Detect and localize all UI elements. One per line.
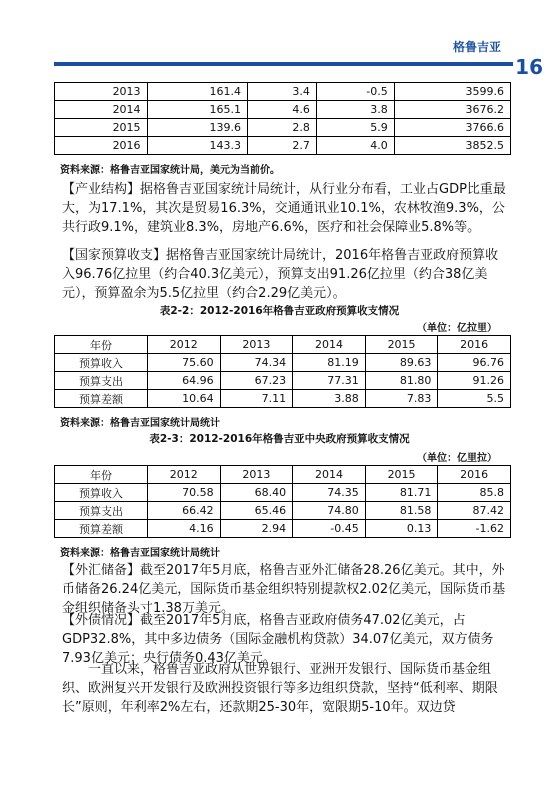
table-cell: 81.19: [293, 354, 366, 372]
table-row: [55, 119, 511, 137]
page-number: 16: [515, 55, 543, 79]
table-cell: 4.16: [147, 520, 220, 538]
table-cell: 66.42: [147, 502, 220, 520]
table3-unit: （单位：亿里拉）: [417, 453, 497, 464]
table-cell: 3.88: [293, 390, 366, 408]
column-header: 2014: [293, 336, 366, 354]
table-cell: -0.45: [293, 520, 366, 538]
table-cell: 67.23: [220, 372, 293, 390]
table-cell: 68.40: [220, 484, 293, 502]
table-cell: 70.58: [147, 484, 220, 502]
table-cell: 77.31: [293, 372, 366, 390]
central-budget-table: [54, 465, 511, 538]
table-cell: 2.94: [220, 520, 293, 538]
column-header: 2015: [365, 336, 438, 354]
table-cell: 2016: [55, 137, 148, 155]
table-cell: 139.6: [147, 119, 247, 137]
table-cell: 75.60: [147, 354, 220, 372]
industry-paragraph: 【产业结构】据格鲁吉亚国家统计局统计，从行业分布看，工业占GDP比重最大，为17.1%，其次是贸易16.3%，交通通讯业10.1%，农林牧渔9.3%，公共行政9.1%，建筑业8.3%，房地产6.6%，医疗和社会保障业5.8%等。: [62, 182, 506, 235]
column-header: 2014: [293, 466, 366, 484]
gdp-table: [54, 82, 511, 155]
table3-caption: 表2-3：2012-2016年格鲁吉亚中央政府预算收支情况: [149, 433, 410, 445]
table-row: [55, 390, 511, 408]
table-cell: 2013: [55, 83, 148, 101]
column-header: 2013: [220, 336, 293, 354]
table-cell: 预算差额: [55, 520, 148, 538]
table-cell: 4.0: [316, 137, 394, 155]
table2-source: 资料来源：格鲁吉亚国家统计局统计: [60, 418, 220, 429]
table-cell: 165.1: [147, 101, 247, 119]
table-cell: 3.4: [248, 83, 317, 101]
table-cell: 5.9: [316, 119, 394, 137]
table-cell: 89.63: [365, 354, 438, 372]
column-header: 2016: [438, 466, 511, 484]
table-cell: 2.8: [248, 119, 317, 137]
table-row: [55, 354, 511, 372]
table-cell: 预算收入: [55, 484, 148, 502]
column-header: 2016: [438, 336, 511, 354]
table-cell: 74.34: [220, 354, 293, 372]
table-cell: 81.71: [365, 484, 438, 502]
table-cell: 64.96: [147, 372, 220, 390]
table-cell: 7.11: [220, 390, 293, 408]
table-cell: 预算支出: [55, 372, 148, 390]
column-header: 2012: [147, 336, 220, 354]
debt-paragraph: 【外债情况】截至2017年5月底，格鲁吉亚政府债务47.02亿美元，占GDP32.8%，其中多边债务（国际金融机构贷款）34.07亿美元，双方债务7.93亿美元；央行债务0.43亿美元。: [62, 613, 494, 666]
table-cell: 2014: [55, 101, 148, 119]
table-cell: 81.58: [365, 502, 438, 520]
table-row: [55, 502, 511, 520]
column-header: 年份: [55, 466, 148, 484]
table-row: [55, 83, 511, 101]
table-cell: 2015: [55, 119, 148, 137]
table-cell: 5.5: [438, 390, 511, 408]
reserve-paragraph: 【外汇储备】截至2017年5月底，格鲁吉亚外汇储备28.26亿美元。其中，外币储备26.24亿美元，国际货币基金组织特别提款权2.02亿美元，国际货币基金组织储备头寸1.38万美元。: [62, 563, 506, 616]
table-cell: 预算差额: [55, 390, 148, 408]
table-cell: 74.35: [293, 484, 366, 502]
table2-caption: 表2-2：2012-2016年格鲁吉亚政府预算收支情况: [159, 305, 400, 317]
table-header-row: [55, 466, 511, 484]
column-header: 年份: [55, 336, 148, 354]
table-cell: 7.83: [365, 390, 438, 408]
table-cell: 3852.5: [394, 137, 510, 155]
table2-unit: （单位：亿拉里）: [417, 323, 497, 334]
table1-source: 资料来源：格鲁吉亚国家统计局，美元为当前价。: [60, 165, 280, 176]
table-row: [55, 137, 511, 155]
column-header: 2012: [147, 466, 220, 484]
column-header: 2013: [220, 466, 293, 484]
table-cell: 143.3: [147, 137, 247, 155]
table-cell: 81.80: [365, 372, 438, 390]
table-cell: 4.6: [248, 101, 317, 119]
table-cell: 87.42: [438, 502, 511, 520]
table-cell: -1.62: [438, 520, 511, 538]
table-cell: 3766.6: [394, 119, 510, 137]
table-cell: 预算支出: [55, 502, 148, 520]
table-cell: 74.80: [293, 502, 366, 520]
header-title: 格鲁吉亚: [452, 40, 501, 54]
table-row: [55, 101, 511, 119]
budget-paragraph: 【国家预算收支】据格鲁吉亚国家统计局统计，2016年格鲁吉亚政府预算收入96.76亿拉里（约合40.3亿美元），预算支出91.26亿拉里（约合38亿美元），预算盈余为5.5亿拉里（约合2.29亿美元）。: [62, 248, 499, 301]
table-cell: 3676.2: [394, 101, 510, 119]
table-row: [55, 520, 511, 538]
table-row: [55, 372, 511, 390]
table-header-row: [55, 336, 511, 354]
table-cell: 161.4: [147, 83, 247, 101]
table-cell: 85.8: [438, 484, 511, 502]
table-cell: -0.5: [316, 83, 394, 101]
table-row: [55, 484, 511, 502]
table-cell: 10.64: [147, 390, 220, 408]
table-cell: 3.8: [316, 101, 394, 119]
column-header: 2015: [365, 466, 438, 484]
table-cell: 65.46: [220, 502, 293, 520]
table-cell: 预算收入: [55, 354, 148, 372]
budget-table: [54, 335, 511, 408]
header-rule: [54, 62, 513, 66]
table-cell: 91.26: [438, 372, 511, 390]
table-cell: 3599.6: [394, 83, 510, 101]
table-cell: 2.7: [248, 137, 317, 155]
table-cell: 0.13: [365, 520, 438, 538]
table-cell: 96.76: [438, 354, 511, 372]
table3-source: 资料来源：格鲁吉亚国家统计局统计: [60, 548, 220, 559]
loans-paragraph: 一直以来，格鲁吉亚政府从世界银行、亚洲开发银行、国际货币基金组织、欧洲复兴开发银行及欧洲投资银行等多边组织贷款，坚持“低利率、期限长”原则，年利率2%左右，还款期25-30年，宽限期5-10年。双边贷: [62, 662, 498, 715]
